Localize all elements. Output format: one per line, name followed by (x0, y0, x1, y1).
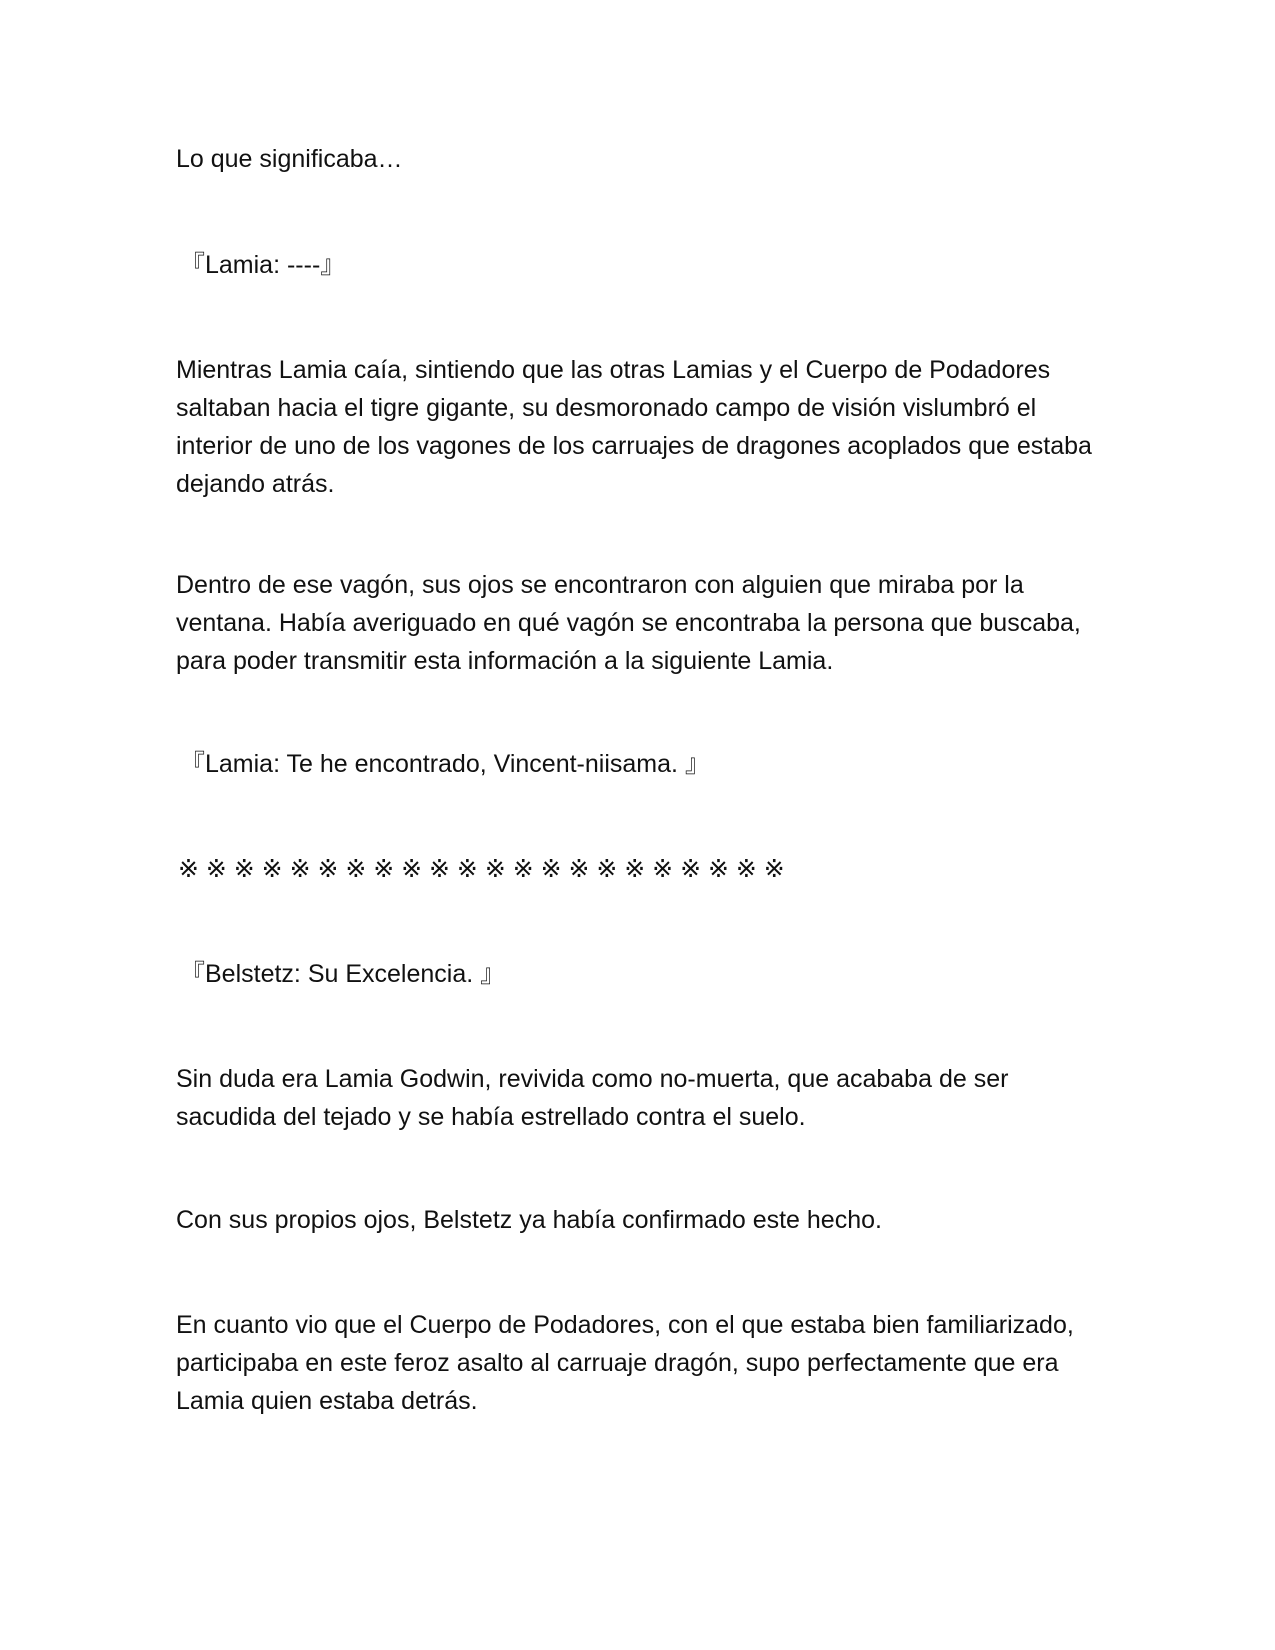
paragraph-pruners-corps: En cuanto vio que el Cuerpo de Podadores, con el que estaba bien familiarizado, participaba en este feroz asalto al carruaje dragón, supo perfectamente que era Lamia quien estaba detrás. (176, 1311, 1081, 1415)
paragraph-confirmation: Con sus propios ojos, Belstetz ya había confirmado este hecho. (176, 1206, 882, 1234)
dialogue-lamia-2: 『Lamia: Te he encontrado, Vincent-niisama. 』 (180, 750, 710, 778)
paragraph-lamia-godwin: Sin duda era Lamia Godwin, revivida como no-muerta, que acababa de ser sacudida del tejado y se había estrellado contra el suelo. (176, 1065, 1016, 1131)
dialogue-belstetz: 『Belstetz: Su Excelencia. 』 (180, 960, 506, 988)
paragraph-lamia-falling: Mientras Lamia caía, sintiendo que las otras Lamias y el Cuerpo de Podadores saltaban hacia el tigre gigante, su desmoronado campo de visión vislumbró el interior de uno de los vagones de los carruajes de dragones acoplados que estaba dejando atrás. (176, 356, 1099, 498)
paragraph-wagon: Dentro de ese vagón, sus ojos se encontraron con alguien que miraba por la ventana. Había averiguado en qué vagón se encontraba la persona que buscaba, para poder transmitir esta información a la siguiente Lamia. (176, 571, 1088, 675)
dialogue-lamia-1: 『Lamia: ----』 (180, 251, 346, 279)
scene-break-divider: ※ ※ ※ ※ ※ ※ ※ ※ ※ ※ ※ ※ ※ ※ ※ ※ ※ ※ ※ ※ ※ ※ (178, 855, 785, 883)
paragraph-intro: Lo que significaba… (176, 145, 403, 173)
